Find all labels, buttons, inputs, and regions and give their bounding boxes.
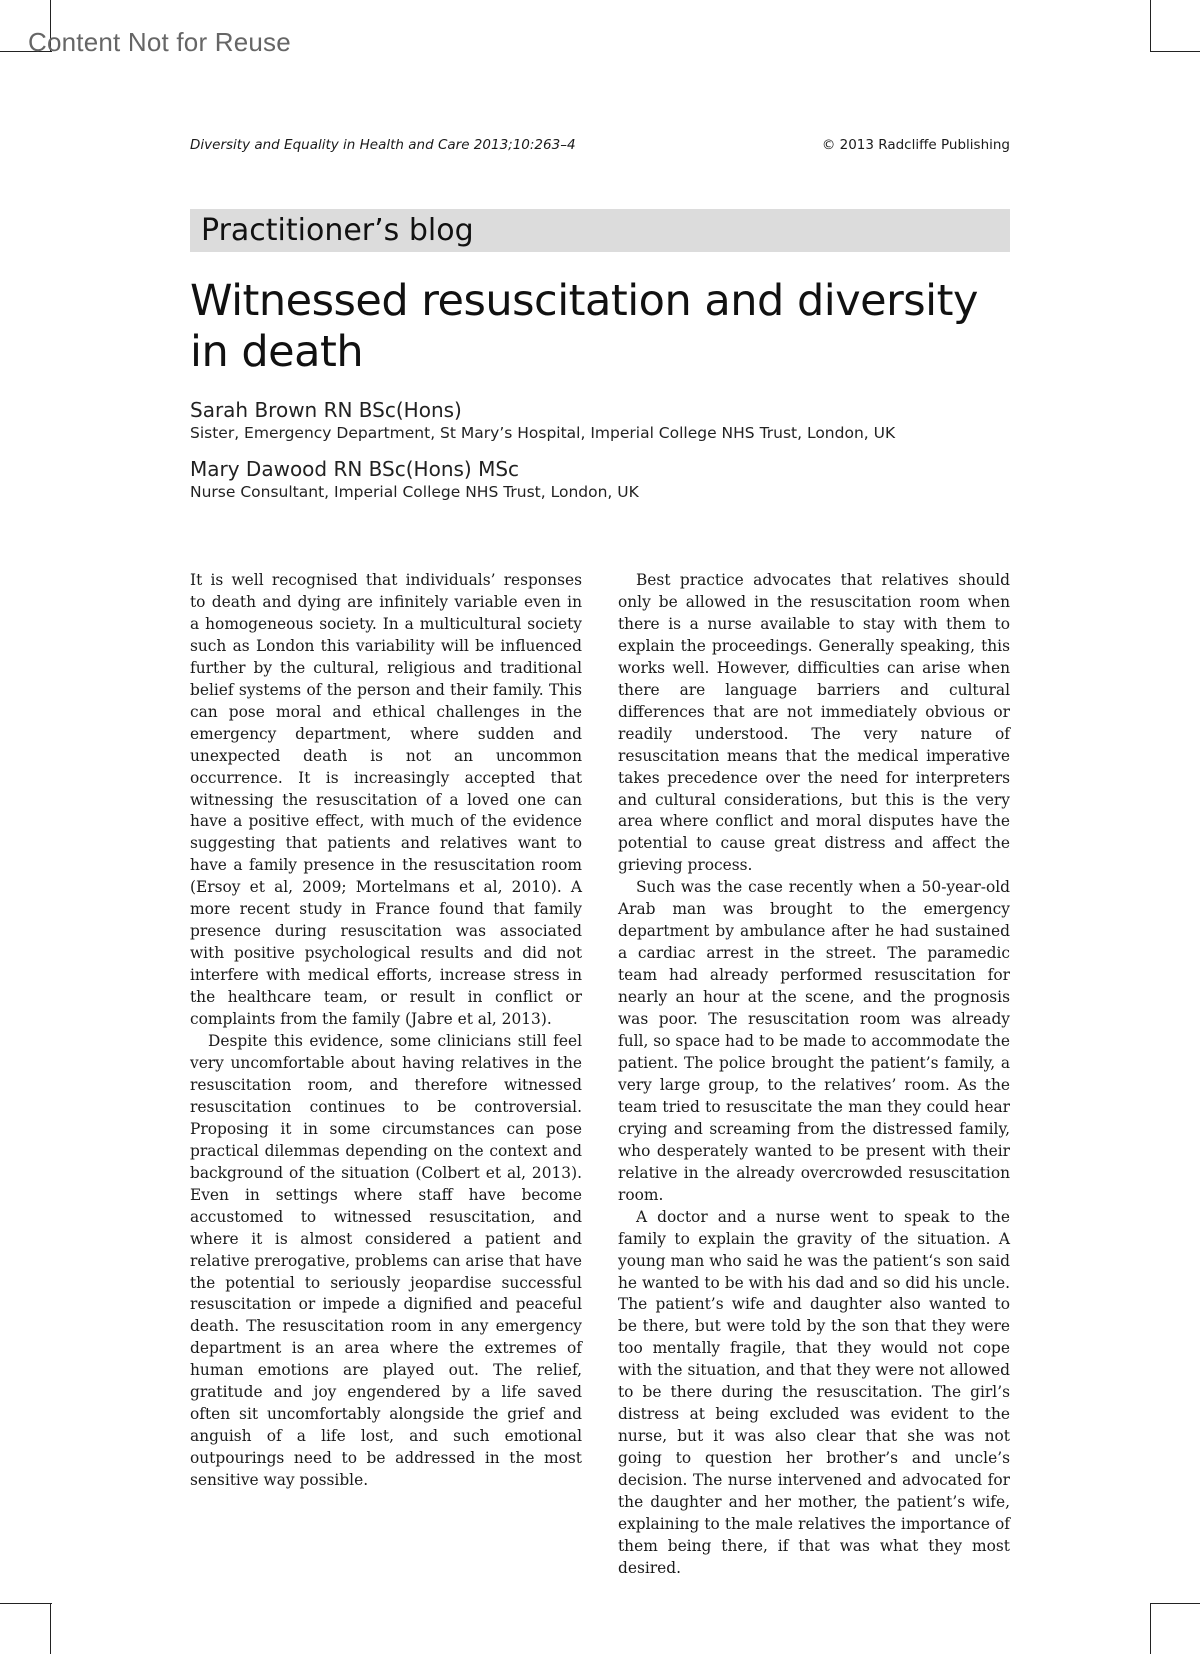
body-paragraph: Such was the case recently when a 50-year-old Arab man was brought to the emergency department by ambulance after he had sustained a cardiac arrest in the street. The paramedic team had already performed resuscitation for nearly an hour at the scene, and the prognosis was poor. The resuscitation room was already full, so space had to be made to accommodate the patient. The police brought the patient’s family, a very large group, to the relatives’ room. As the team tried to resuscitate the man they could hear crying and screaming from the distressed family, who desperately wanted to be present with their relative in the already overcrowded resuscitation room. xyxy=(618,878,1010,1204)
copyright-notice: © 2013 Radcliffe Publishing xyxy=(821,137,1010,153)
body-paragraph: Despite this evidence, some clinicians still feel very uncomfortable about having relatives in the resuscitation room, and therefore witnessed resuscitation continues to be controversial. Proposing it in some circumstances can pose practical dilemmas depending on the context and background of the situation (Colbert et al, 2013). Even in settings where staff have become accustomed to witnessed resuscitation, and where it is almost considered a patient and relative prerogative, problems can arise that have the potential to seriously jeopardise successful resuscitation or impede a dignified and peaceful death. The resuscitation room in any emergency department is an area where the extremes of human emotions are played out. The relief, gratitude and joy engendered by a life saved often sit uncomfortably alongside the grief and anguish of a life lost, and such emotional outpourings need to be addressed in the most sensitive way possible. xyxy=(190,1032,582,1490)
body-paragraph: Best practice advocates that relatives should only be allowed in the resuscitation room when there is a nurse available to stay with them to explain the proceedings. Generally speaking, this works well. However, difficulties can arise when there are language barriers and cultural differences that are not immediately obvious or readily understood. The very nature of resuscitation means that the medical imperative takes precedence over the need for interpreters and cultural considerations, but this is the very area where conflict and moral disputes have the potential to cause great distress and affect the grieving process. xyxy=(618,571,1010,875)
section-label: Practitioner’s blog xyxy=(201,213,474,248)
running-header xyxy=(190,137,1010,153)
article-title: Witnessed resuscitation and diversity in death xyxy=(190,276,978,377)
author-name: Mary Dawood RN BSc(Hons) MSc xyxy=(190,457,520,481)
crop-mark xyxy=(50,1603,51,1654)
body-paragraph: A doctor and a nurse went to speak to the family to explain the gravity of the situation. A young man who said he was the patient‘s son said he wanted to be with his dad and so did his uncle. The patient’s wife and daughter also wanted to be there, but were told by the son that they were too mentally fragile, that they would not cope with the situation, and that they were not allowed to be there during the resuscitation. The girl’s distress at being excluded was evident to the nurse, but it was also clear that she was not going to question her brother’s and uncle’s decision. The nurse intervened and advocated for the daughter and her mother, the patient’s wife, explaining to the male relatives the importance of them being there, if that was what they most desired. xyxy=(618,1207,1010,1577)
crop-mark xyxy=(1150,1603,1200,1604)
watermark: Content Not for Reuse xyxy=(28,27,291,57)
crop-mark xyxy=(1150,51,1200,52)
crop-mark xyxy=(1150,1603,1151,1654)
author-affiliation: Nurse Consultant, Imperial College NHS Trust, London, UK xyxy=(190,483,639,501)
crop-mark xyxy=(0,1603,52,1604)
author-affiliation: Sister, Emergency Department, St Mary’s Hospital, Imperial College NHS Trust, London, UK xyxy=(190,424,896,442)
author-name: Sarah Brown RN BSc(Hons) xyxy=(190,398,462,422)
section-banner xyxy=(190,209,1010,252)
body-column-left xyxy=(190,570,582,1492)
body-column-right xyxy=(618,570,1010,1580)
crop-mark xyxy=(1150,0,1151,52)
body-paragraph: It is well recognised that individuals’ responses to death and dying are infinitely variable even in a homogeneous society. In a multicultural society such as London this variability will be influenced further by the cultural, religious and traditional belief systems of the person and their family. This can pose moral and ethical challenges in the emergency department, where sudden and unexpected death is not an uncommon occurrence. It is increasingly accepted that witnessing the resuscitation of a loved one can have a positive effect, with much of the evidence suggesting that patients and relatives want to have a family presence in the resuscitation room (Ersoy et al, 2009; Mortelmans et al, 2010). A more recent study in France found that family presence during resuscitation was associated with positive psychological results and did not interfere with medical efforts, increase stress in the healthcare team, or result in conflict or complaints from the family (Jabre et al, 2013). xyxy=(190,571,582,1029)
journal-citation: Diversity and Equality in Health and Care 2013;10:263–4 xyxy=(190,137,576,153)
